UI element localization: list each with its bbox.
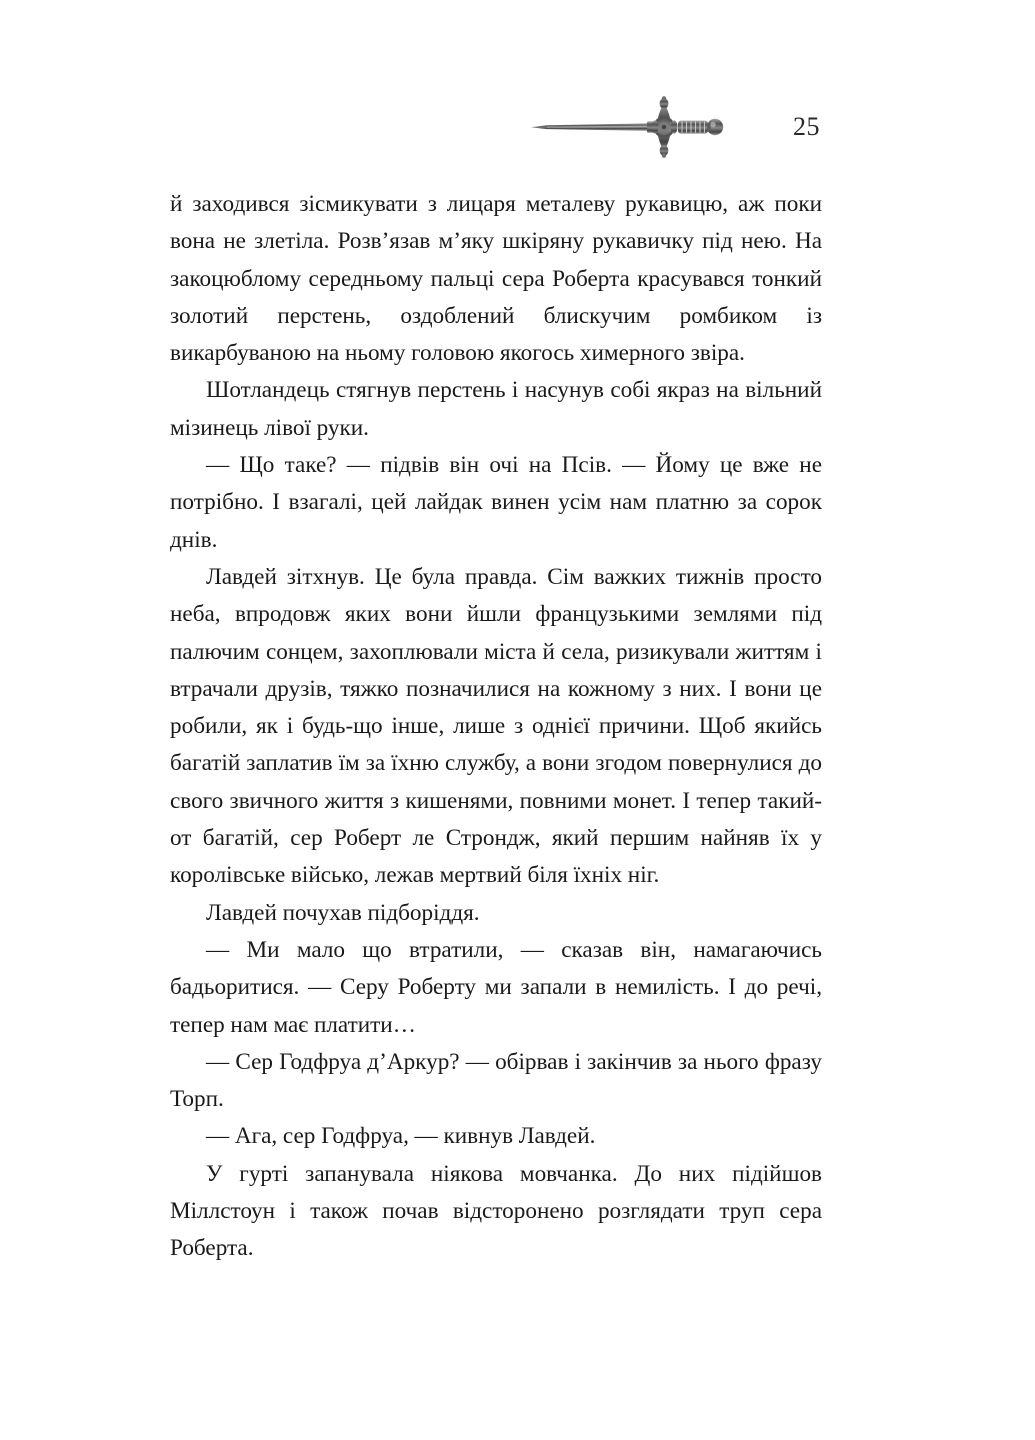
paragraph: У гурті запанувала ніякова мовчанка. До них підійшов Міллстоун і також почав відсторонено розглядати труп сера Роберта. — [170, 1160, 822, 1262]
paragraph: й заходився зісмикувати з лицаря металеву рукавицю, аж поки вона не злетіла. Розв’язав м’яку шкіряну рукавичку під нею. На закоцюблому середньому пальці сера Роберта красувався тонкий золотий перстень, оздоблений блискучим ромбиком із викарбуваною на ньому головою якогось химерного звіра. — [170, 191, 822, 367]
paragraph: Лавдей зітхнув. Це була правда. Сім важких тижнів просто неба, впродовж яких вони йшли французькими землями під палючим сонцем, захоплювали міста й села, ризикували життям і втрачали друзів, тяжко позначилися на кожному з них. І вони це робили, як і будь-що інше, лише з однієї причини. Щоб якийсь багатій заплатив їм за їхню службу, а вони згодом повернулися до свого звичного життя з кишенями, повними монет. І тепер такий-от багатій, сер Роберт ле Строндж, який першим найняв їх у королівське військо, лежав мертвий біля їхніх ніг. — [170, 563, 822, 889]
paragraph: Шотландець стягнув перстень і насунув собі якраз на вільний мізинець лівої руки. — [170, 377, 822, 441]
sword-ornament-icon — [529, 96, 759, 158]
running-head — [170, 96, 820, 158]
paragraph: — Сер Годфруа д’Аркур? — обірвав і закінчив за нього фразу Торп. — [170, 1048, 822, 1113]
page-text-block — [170, 186, 822, 1268]
paragraph: Лавдей почухав підборіддя. — [206, 899, 480, 926]
paragraph: — Ми мало що втратили, — сказав він, намагаючись бадьоритися. — Серу Роберту ми запали в немилість. І до речі, тепер нам має платити… — [170, 936, 822, 1038]
page-number: 25 — [793, 112, 820, 141]
paragraph: — Що таке? — підвів він очі на Псів. — Йому це вже не потрібно. І взагалі, цей лайдак винен усім нам платню за сорок днів. — [170, 452, 822, 553]
paragraph: — Ага, сер Годфруа, — кивнув Лавдей. — [206, 1123, 596, 1150]
